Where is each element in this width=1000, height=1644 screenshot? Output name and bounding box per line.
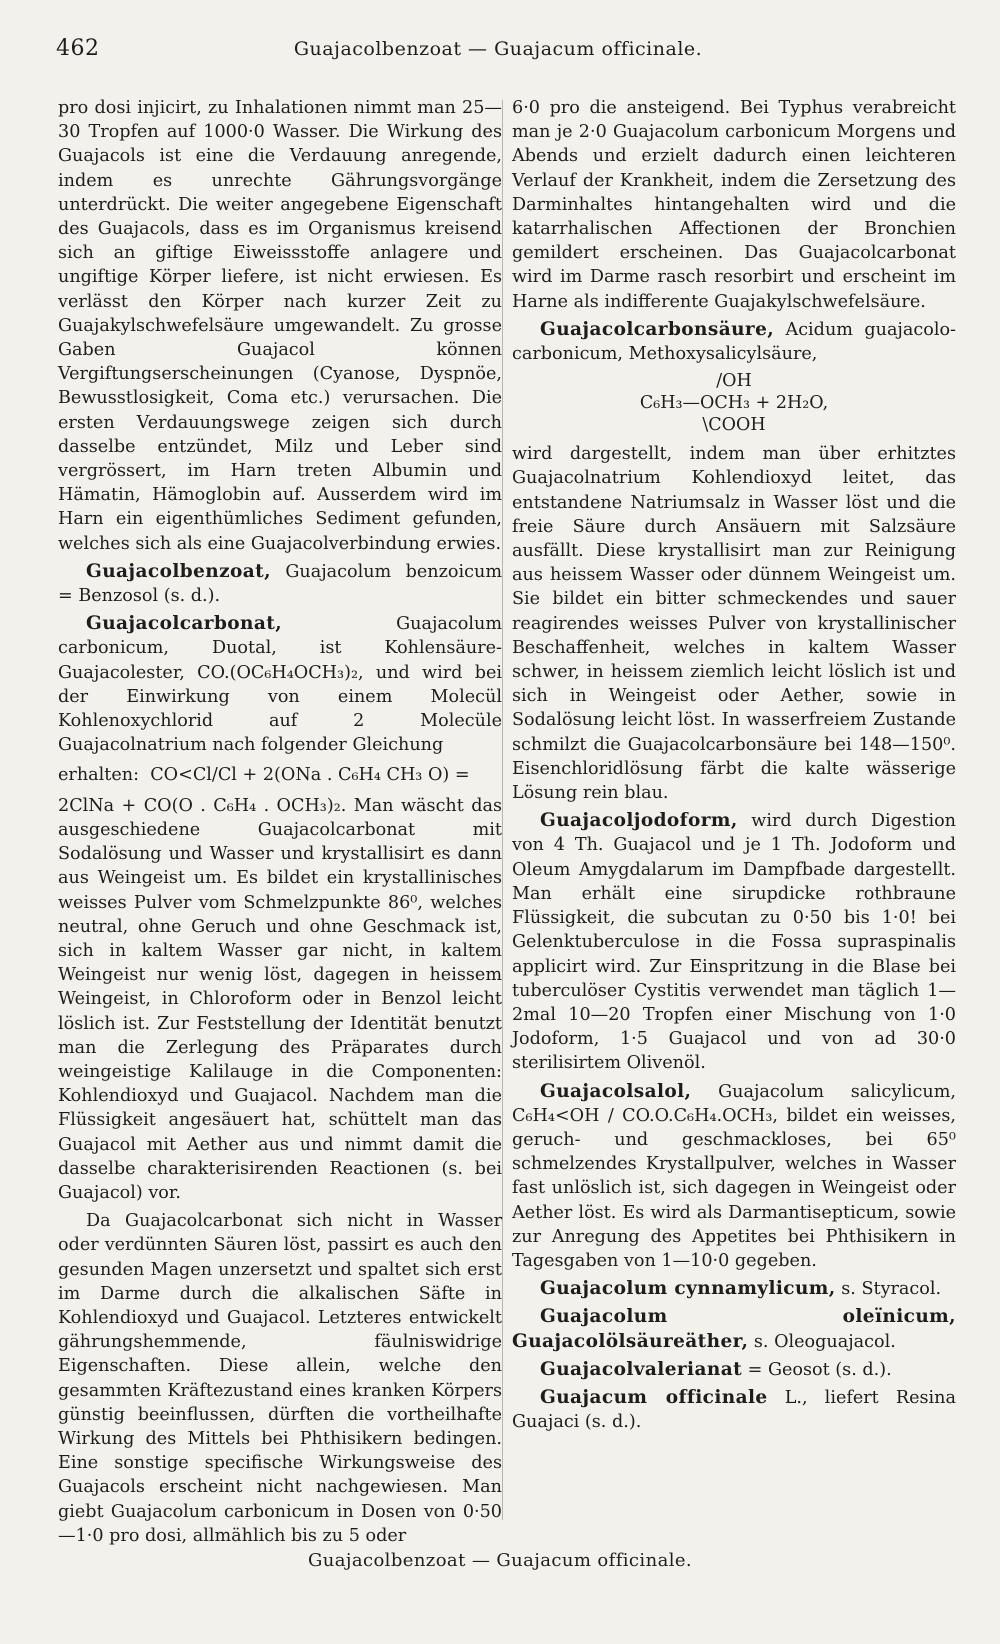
- salol-formula: C₆H₄<OH / CO.O.C₆H₄.OCH₃,: [512, 1105, 778, 1126]
- entry-heading: Guajacolum oleïnicum, Guajacolölsäureäther,: [512, 1306, 956, 1352]
- entry-text: s. Oleoguajacol.: [748, 1331, 896, 1352]
- entry-heading: Guajacolsalol,: [540, 1080, 692, 1102]
- entry-text: Acidum guajacolo-carbonicum, Methoxysalicylsäure,: [512, 319, 956, 365]
- entry-guajacolum-cynnamylicum: [512, 1277, 956, 1301]
- entry-guajacolcarbonat: [58, 612, 502, 757]
- entry-heading: Guajacolcarbonsäure,: [540, 318, 775, 340]
- entry-text: L., liefert Resina Guajaci (s. d.).: [512, 1387, 957, 1433]
- paragraph-guajacol-effects: pro dosi injicirt, zu Inhalationen nimmt man 25—30 Tropfen auf 1000·0 Wasser. Die Wirkung des Guajacols ist eine die Verdauung anregende, indem es unrechte Gährungsvorgänge unterdrückt. Die weiter angegebene Eigenschaft des Guajacols, dass es im Organismus kreisend sich an giftige Eiweissstoffe anlagere und ungiftige Körper liefere, ist nicht erwiesen. Es verlässt den Körper nach kurzer Zeit zu Guajakylschwefelsäure umgewandelt. Zu grosse Gaben Guajacol können Vergiftungserscheinungen (Cyanose, Dyspnöe, Bewusstlosigkeit, Coma etc.) verursachen. Die ersten Verdauungswege zeigen sich durch dasselbe entzündet, Milz und Leber sind vergrössert, im Harn treten Albumin und Hämatin, Hämoglobin auf. Ausserdem wird im Harn ein eigenthümliches Sediment gefunden, welches sich als eine Guajacolverbindung erwies.: [58, 98, 502, 554]
- entry-text: Man wäscht das ausgeschiedene Guajacolcarbonat mit Sodalösung und Wasser und krystallisirt es dann aus Weingeist um. Es bildet ein krystallinisches weisses Pulver vom Schmelzpunkte 86⁰, welches neutral, ohne Geruch und ohne Geschmack ist, sich in kaltem Wasser gar nicht, in kaltem Weingeist nur wenig löst, dagegen in heissem Weingeist, in Chloroform oder in Benzol leicht löslich ist. Zur Feststellung der Identität benutzt man die Zerlegung des Präparates durch weingeistige Kalilauge in die Componenten: Kohlendioxyd und Guajacol. Nachdem man die Flüssigkeit angesäuert hat, schüttelt man das Guajacol mit Aether aus und nimmt damit die dasselbe charakterisirenden Reactionen (s. bei Guajacol) vor.: [58, 795, 502, 1203]
- page-footer: Guajacolbenzoat — Guajacum officinale.: [307, 1550, 693, 1571]
- entry-guajacolsalol: [512, 1080, 956, 1274]
- entry-guajacoljodoform: [512, 809, 956, 1075]
- paragraph-carbonat-action: Da Guajacolcarbonat sich nicht in Wasser oder verdünnten Säuren löst, passirt es auch den gesunden Magen unzersetzt und spaltet sich erst im Darme durch die alkalischen Säfte in Kohlendioxyd und Guajacol. Letzteres entwickelt gährungshemmende, fäulniswidrige Eigenschaften. Diese allein, welche den gesammten Kräftezustand eines kranken Körpers günstig beeinflussen, dürften die vortheilhafte Wirkung des Mittels bei Phthisikern bedingen. Eine sonstige specifische Wirkungsweise des Guajacols erscheint nicht nachgewiesen. Man giebt Guajacolum carbonicum in Dosen von 0·50—1·0 pro dosi, allmählich bis zu 5 oder: [58, 1211, 502, 1546]
- entry-text: Guajacolum salicylicum,: [691, 1081, 956, 1102]
- running-title: Guajacolbenzoat — Guajacum officinale.: [293, 38, 703, 60]
- entry-guajacolum-oleinicum: [512, 1305, 956, 1353]
- equation-body: CO<Cl/Cl + 2(ONa . C₆H₄ CH₃ O) =: [150, 765, 470, 786]
- page-number: 462: [56, 36, 100, 61]
- entry-text: = Geosot (s. d.).: [742, 1359, 892, 1380]
- left-column: [58, 96, 502, 1548]
- entry-guajacolcarbonsaeure: [512, 318, 956, 366]
- paragraph-typhus: 6·0 pro die ansteigend. Bei Typhus verabreicht man je 2·0 Guajacolum carbonicum Morgens und Abends und erzielt dadurch einen leichteren Verlauf der Krankheit, indem die Zersetzung des Darminhaltes hintangehalten wird und die katarrhalischen Affectionen der Bronchien gemildert erscheinen. Das Guajacolcarbonat wird im Darme rasch resorbirt und erscheint im Harne als indifferente Guajakylschwefelsäure.: [512, 98, 956, 312]
- entry-guajacolcarbonsaeure-continued: wird dargestellt, indem man über erhitztes Guajacolnatrium Kohlendioxyd leitet, das entstandene Natriumsalz in Wasser löst und die freie Säure durch Ansäuern mit Salzsäure ausfällt. Diese krystallisirt man zur Reinigung aus heissem Wasser oder dünnem Weingeist um. Sie bildet ein bitter schmeckendes und sauer reagirendes weisses Pulver von krystallinischer Beschaffenheit, welches in kaltem Wasser schwer, in heissem ziemlich leicht löslich ist und sich in Weingeist oder Aether, sowie in Sodalösung leicht löst. In wasserfreiem Zustande schmilzt die Guajacolcarbonsäure bei 148—150⁰. Eisenchloridlösung färbt die kalte wässerige Lösung rein blau.: [512, 444, 956, 804]
- right-column: [512, 96, 956, 1434]
- page-header: [56, 36, 940, 70]
- entry-text: Guajacolum benzoicum = Benzosol (s. d.).: [58, 561, 502, 607]
- equation-prefix: erhalten:: [58, 765, 140, 786]
- reaction-equation: [58, 763, 502, 787]
- entry-guajacum-officinale: [512, 1386, 956, 1434]
- entry-heading: Guajacoljodoform,: [540, 810, 738, 832]
- formula-top: /OH: [716, 371, 752, 392]
- entry-guajacolcarbonat-continued: [58, 794, 502, 1205]
- entry-guajacolbenzoat: [58, 560, 502, 608]
- entry-heading: Guajacolcarbonat,: [86, 613, 283, 635]
- formula-middle: C₆H₃—OCH₃ + 2H₂O,: [639, 393, 829, 414]
- column-divider: [502, 100, 503, 1520]
- entry-text: s. Styracol.: [835, 1279, 942, 1300]
- entry-text: wird durch Digestion von 4 Th. Guajacol und je 1 Th. Jodoform und Oleum Amygdalarum im Dampfbade dargestellt. Man erhält eine sirupdicke rothbraune Flüssigkeit, die subcutan zu 0·50 bis 1·0! bei Gelenktuberculose in die Fossa supraspinalis applicirt wird. Zur Einspritzung in die Blase bei tuberculöser Cystitis verwendet man täglich 1—2mal 10—20 Tropfen einer Mischung von 1·0 Jodoform, 1·5 Guajacol und von ad 30·0 sterilisirtem Olivenöl.: [512, 811, 956, 1074]
- entry-text: Guajacolum carbonicum, Duotal, ist Kohlensäure-Guajacolester, CO.(OC₆H₄OCH₃)₂, und wird bei der Einwirkung von einem Molecül Kohlenoxychlorid auf 2 Molecüle Guajacolnatrium nach folgender Gleichung: [58, 614, 502, 756]
- entry-heading: Guajacolum cynnamylicum,: [540, 1278, 836, 1300]
- entry-guajacolvalerianat: [512, 1358, 956, 1382]
- entry-heading: Guajacolvalerianat: [540, 1358, 743, 1380]
- equation-result: 2ClNa + CO(O . C₆H₄ . OCH₃)₂.: [58, 795, 347, 816]
- structural-formula: [512, 370, 956, 436]
- formula-bottom: \COOH: [702, 415, 766, 436]
- entry-heading: Guajacolbenzoat,: [86, 560, 271, 582]
- entry-heading: Guajacum officinale: [540, 1386, 768, 1408]
- entry-text: bildet ein weisses, geruch- und geschmackloses, bei 65⁰ schmelzendes Krystallpulver, welches in Wasser fast unlöslich ist, sich dagegen in Weingeist oder Aether löst. Es wird als Darmantisepticum, sowie zur Anregung des Appetites bei Phthisikern in Tagesgaben von 1—10·0 gegeben.: [512, 1105, 956, 1271]
